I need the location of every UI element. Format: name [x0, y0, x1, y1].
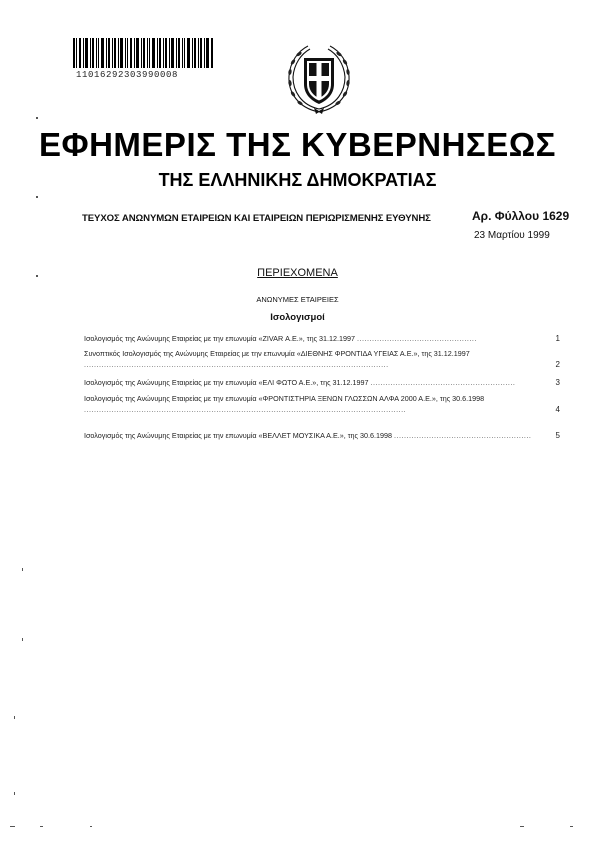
toc-heading: ΠΕΡΙΕΧΟΜΕΝΑ [257, 267, 338, 279]
issue-type: ΤΕΥΧΟΣ ΑΝΩΝΥΜΩΝ ΕΤΑΙΡΕΙΩΝ ΚΑΙ ΕΤΑΙΡΕΙΩΝ ΠΕΡΙΩΡΙΣΜΕΝΗΣ ΕΥΘΥΝΗΣ [82, 213, 431, 224]
toc-entry-page: 3 [555, 378, 560, 387]
scan-speck [22, 568, 23, 571]
scan-speck [36, 196, 38, 198]
toc-entry-text: Ισολογισμός της Ανώνυμης Εταιρείας με την επωνυμία «ZIVAR Α.Ε.», της 31.12.1997 [84, 334, 356, 343]
toc-entry-text: Συνοπτικός Ισολογισμός της Ανώνυμης Εταιρείας με την επωνυμία «ΔΙΕΘΝΗΣ ΦΡΟΝΤΙΔΑ ΥΓΕΙΑΣ Α.Ε.», της 31.12.1997 [84, 349, 470, 358]
scan-speck [22, 638, 23, 641]
scan-speck [14, 716, 15, 719]
toc-entry-page: 5 [555, 431, 560, 440]
toc-subsection-title: Ισολογισμοί [270, 312, 325, 323]
scan-speck [570, 826, 573, 827]
sheet-number: Αρ. Φύλλου 1629 [472, 209, 570, 223]
toc-entry-text: Ισολογισμός της Ανώνυμης Εταιρείας με την επωνυμία «ΦΡΟΝΤΙΣΤΗΡΙΑ ΞΕΝΩΝ ΓΛΩΣΣΩΝ ΑΛΦΑ 2000 Α.Ε.», της 30.6.1998 [84, 394, 485, 403]
gazette-title: ΕΦΗΜΕΡΙΣ ΤΗΣ ΚΥΒΕΡΝΗΣΕΩΣ [39, 126, 556, 163]
toc-entry: Ισολογισμός της Ανώνυμης Εταιρείας με την επωνυμία «ZIVAR Α.Ε.», της 31.12.1997 ................................................ 1 [84, 334, 560, 343]
toc-entry-text: Ισολογισμός της Ανώνυμης Εταιρείας με την επωνυμία «ΒΕΛΛΕΤ ΜΟΥΣΙΚΑ Α.Ε.», της 30.6.1998 [84, 431, 392, 440]
scan-speck [40, 826, 43, 827]
scan-speck [10, 826, 15, 827]
toc-entry-page: 4 [555, 405, 560, 414]
scan-speck [36, 275, 38, 277]
toc-entry-page: 2 [555, 360, 560, 369]
scan-speck [36, 117, 38, 119]
scan-speck [14, 792, 15, 795]
toc-entry: Συνοπτικός Ισολογισμός της Ανώνυμης Εταιρείας με την επωνυμία «ΔΙΕΘΝΗΣ ΦΡΟΝΤΙΔΑ ΥΓΕΙΑΣ Α.Ε.», της 31.12.1997 .......................................................................................................................... 2 [84, 349, 560, 369]
scan-speck [90, 826, 92, 827]
gazette-subtitle: ΤΗΣ ΕΛΛΗΝΙΚΗΣ ΔΗΜΟΚΡΑΤΙΑΣ [158, 170, 437, 190]
toc-entry: Ισολογισμός της Ανώνυμης Εταιρείας με την επωνυμία «ΕΛΙ ΦΩΤΟ Α.Ε.», της 31.12.1997 .......................................................... 3 [84, 378, 560, 387]
toc-entry-page: 1 [555, 334, 560, 343]
toc-section-title: ΑΝΩΝΥΜΕΣ ΕΤΑΙΡΕΙΕΣ [256, 295, 339, 304]
toc-entry-text: Ισολογισμός της Ανώνυμης Εταιρείας με την επωνυμία «ΕΛΙ ΦΩΤΟ Α.Ε.», της 31.12.1997 [84, 378, 369, 387]
barcode-number: 11016292303990008 [76, 70, 179, 80]
issue-date: 23 Μαρτίου 1999 [474, 230, 550, 241]
toc-entry: Ισολογισμός της Ανώνυμης Εταιρείας με την επωνυμία «ΦΡΟΝΤΙΣΤΗΡΙΑ ΞΕΝΩΝ ΓΛΩΣΣΩΝ ΑΛΦΑ 2000 Α.Ε.», της 30.6.1998 ................................................................................................................................. 4 [84, 394, 560, 414]
scan-speck [520, 826, 524, 827]
barcode [73, 38, 213, 68]
toc-entry: Ισολογισμός της Ανώνυμης Εταιρείας με την επωνυμία «ΒΕΛΛΕΤ ΜΟΥΣΙΚΑ Α.Ε.», της 30.6.1998 ....................................................... 5 [84, 431, 560, 440]
coat-of-arms-emblem [284, 40, 354, 116]
